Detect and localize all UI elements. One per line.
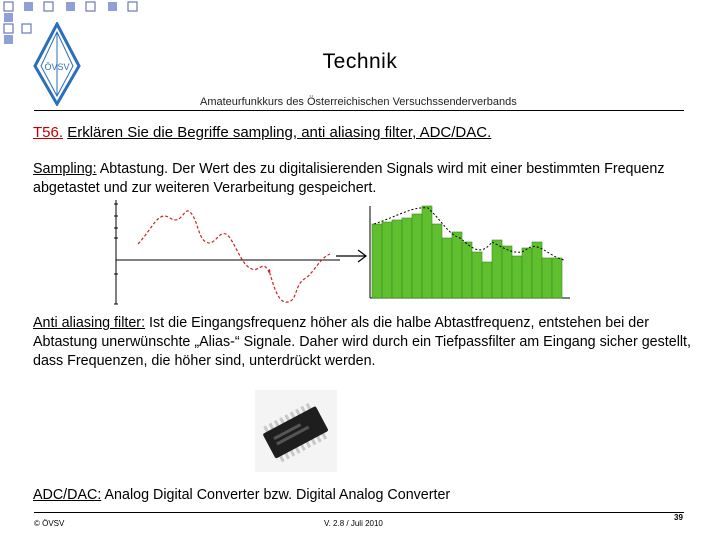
analog-signal-curve — [138, 211, 330, 302]
sampling-term: Sampling: — [33, 161, 97, 177]
page-subtitle: Amateurfunkkurs des Österreichischen Versuchssenderverbands — [200, 96, 517, 108]
page-title: Technik — [322, 50, 398, 73]
question-heading — [33, 124, 491, 141]
sampling-illustration — [108, 198, 578, 310]
anti-aliasing-term: Anti aliasing filter: — [33, 315, 146, 331]
sampling-paragraph — [33, 160, 703, 198]
question-text: Erklären Sie die Begriffe sampling, anti aliasing filter, ADC/DAC. — [67, 124, 492, 141]
sampling-text: Abtastung. Der Wert des zu digitalisierenden Signals wird mit einer bestimmten Frequenz abgetastet und zur weiteren Verarbeitung gespeichert. — [33, 161, 665, 196]
page-number: 39 — [674, 513, 683, 522]
chip-image — [255, 390, 337, 472]
footer-copyright: © ÖVSV — [34, 519, 65, 528]
adc-dac-paragraph — [33, 486, 703, 505]
arrow-right-icon — [336, 250, 366, 262]
footer-divider — [34, 512, 684, 513]
footer-version: V. 2.8 / Juli 2010 — [324, 519, 383, 528]
header-divider — [34, 110, 684, 111]
adc-dac-text: Analog Digital Converter bzw. Digital Analog Converter — [101, 487, 451, 503]
anti-aliasing-text: Ist die Eingangsfrequenz höher als die halbe Abtastfrequenz, entstehen bei der Abtastung unerwünschte „Alias-“ Signale. Daher wird durch ein Tiefpassfilter am Eingang sicher gestellt, dass Frequenzen, die höher sind, unterdrückt werden. — [33, 315, 691, 369]
sample-bars — [372, 206, 562, 298]
question-number: T56. — [33, 124, 64, 141]
anti-aliasing-paragraph — [33, 314, 703, 371]
svg-text:ÖVSV: ÖVSV — [44, 62, 70, 72]
adc-dac-term: ADC/DAC: — [33, 487, 102, 503]
